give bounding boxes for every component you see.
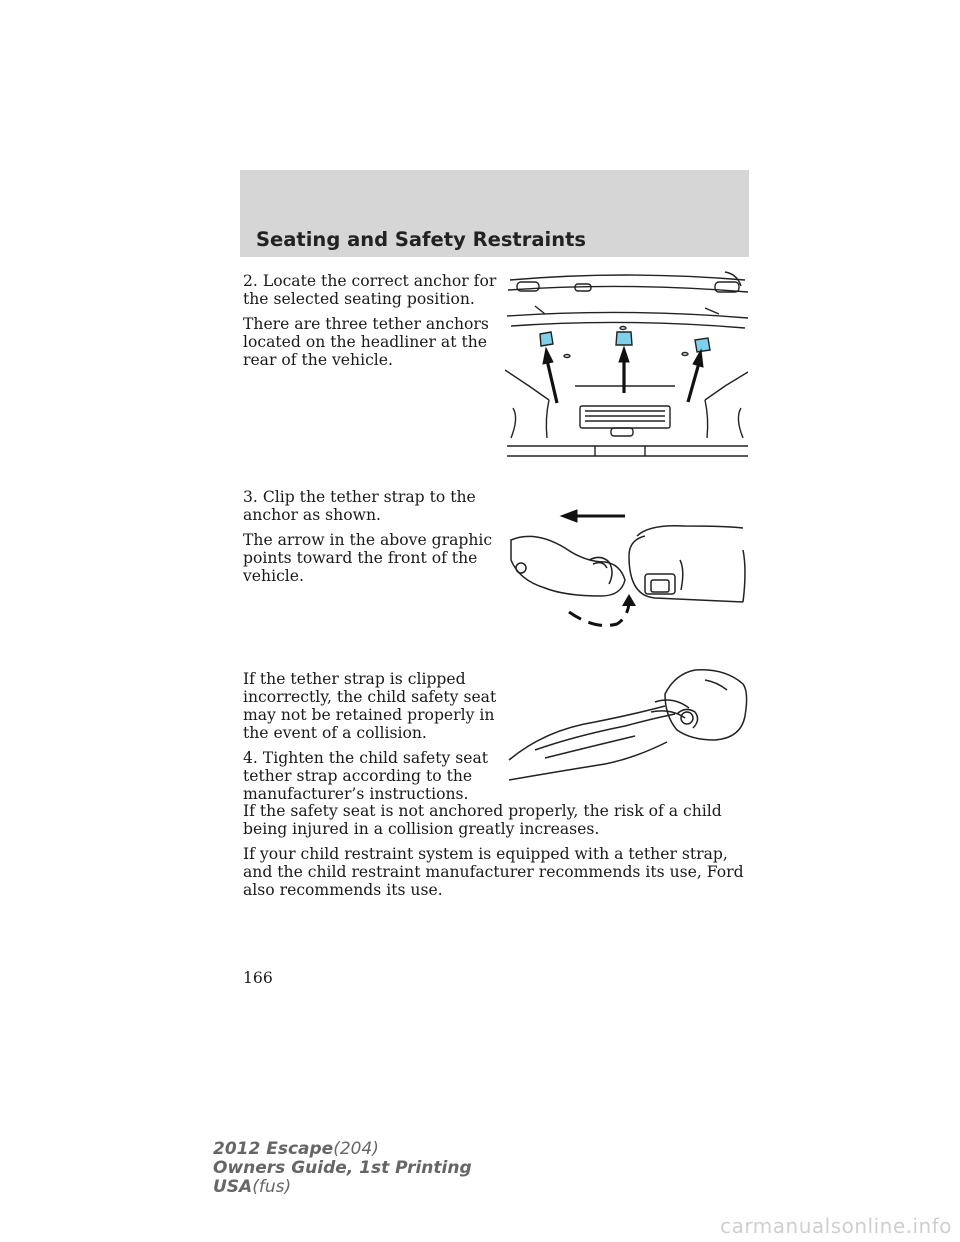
anchors-location-text: There are three tether anchors located on the headliner at the rear of the vehicle. [243,315,489,369]
page-number: 166 [243,969,273,987]
tether-clip-illustration [505,500,750,635]
site-watermark: carmanualsonline.info [720,1214,952,1238]
step-4-text: 4. Tighten the child safety seat tether strap according to the manufacturer’s instructions. [243,749,489,803]
footer-guide: Owners Guide, 1st Printing [213,1158,472,1178]
tether-clipped-illustration [505,660,750,790]
arrow-note-text: The arrow in the above graphic points toward the front of the vehicle. [243,531,493,585]
left-anchor-icon [540,332,553,346]
center-anchor-icon [616,332,632,345]
footer-region: USA [213,1177,253,1197]
headliner-anchors-illustration [505,268,750,465]
anchor-risk-text: If the safety seat is not anchored properly, the risk of a child being injured in a collision greatly increases. [243,802,722,838]
tether-recommendation-text: If your child restraint system is equipped with a tether strap, and the child restraint manufacturer recommends its use, Ford also recommends its use. [243,845,744,899]
step-3-text: 3. Clip the tether strap to the anchor as shown. [243,488,476,524]
document-footer [213,1140,472,1197]
section-header [240,170,749,257]
right-anchor-icon [695,338,710,352]
step-2-text: 2. Locate the correct anchor for the selected seating position. [243,272,497,308]
section-title: Seating and Safety Restraints [256,228,587,251]
warning-text: If the tether strap is clipped incorrectly, the child safety seat may not be retained properly in the event of a collision. [243,670,497,742]
footer-model-code: (204) [333,1139,379,1159]
footer-model: 2012 Escape [213,1139,334,1159]
footer-region-code: (fus) [252,1177,292,1197]
